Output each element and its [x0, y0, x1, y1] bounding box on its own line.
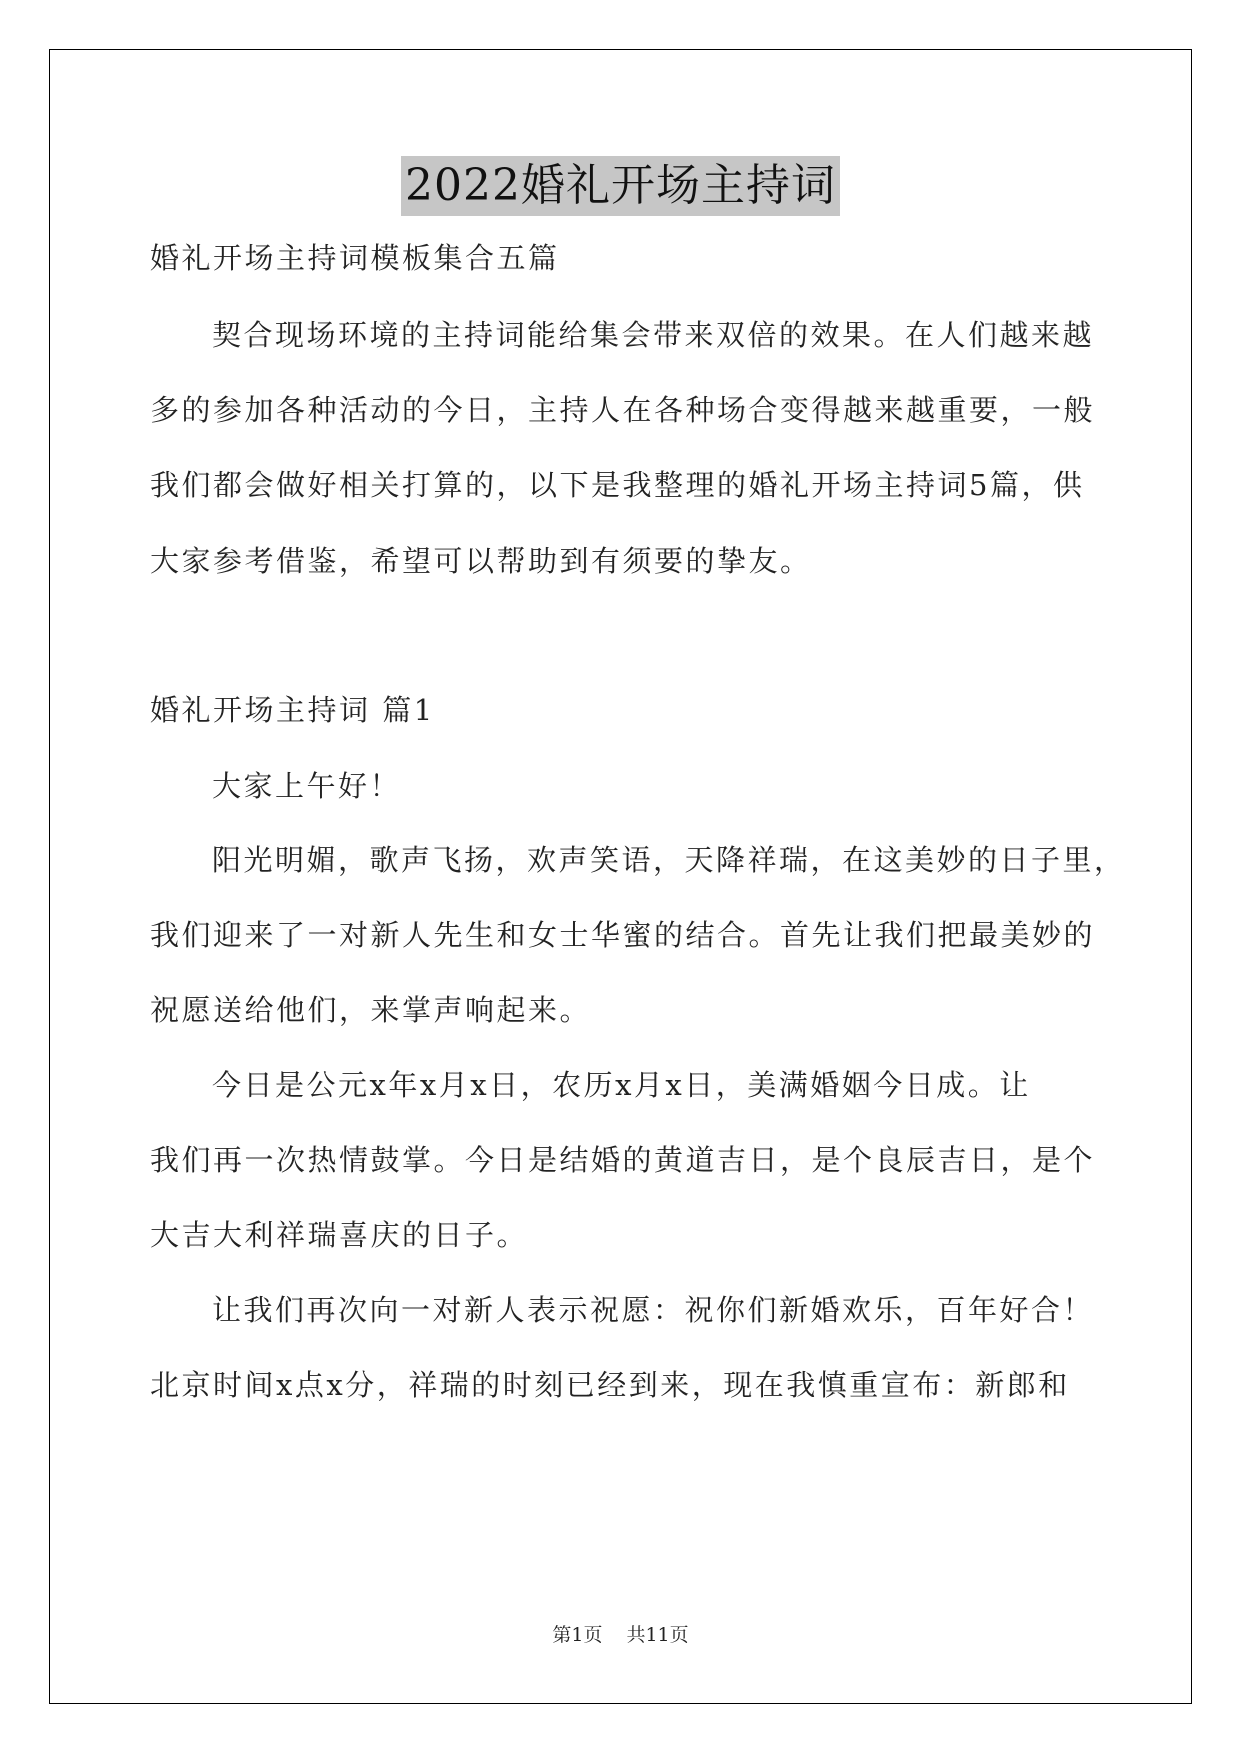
- paragraph-line: 让我们再次向一对新人表示祝愿：祝你们新婚欢乐，百年好合！: [212, 1293, 1095, 1327]
- paragraph-line: 今日是公元x年x月x日，农历x月x日，美满婚姻今日成。让: [212, 1068, 1031, 1102]
- page-footer: [0, 1620, 1241, 1647]
- subtitle-line: 婚礼开场主持词模板集合五篇: [150, 241, 560, 275]
- paragraph-line: 契合现场环境的主持词能给集会带来双倍的效果。在人们越来越: [212, 318, 1095, 352]
- paragraph-line: 大家上午好！: [212, 769, 402, 803]
- paragraph-line: 我们迎来了一对新人先生和女士华蜜的结合。首先让我们把最美妙的: [150, 918, 1096, 952]
- paragraph-line: 多的参加各种活动的今日，主持人在各种场合变得越来越重要，一般: [150, 393, 1096, 427]
- paragraph-line: 我们都会做好相关打算的，以下是我整理的婚礼开场主持词5篇，供: [150, 468, 1085, 502]
- document-title: 2022婚礼开场主持词: [401, 156, 840, 216]
- paragraph-line: 祝愿送给他们，来掌声响起来。: [150, 993, 592, 1027]
- paragraph-line: 我们再一次热情鼓掌。今日是结婚的黄道吉日，是个良辰吉日，是个: [150, 1143, 1096, 1177]
- page-total: 共11页: [626, 1624, 689, 1646]
- paragraph-line: 北京时间x点x分，祥瑞的时刻已经到来，现在我慎重宣布：新郎和: [150, 1368, 1070, 1402]
- paragraph-line: 大吉大利祥瑞喜庆的日子。: [150, 1218, 529, 1252]
- paragraph-line: 大家参考借鉴，希望可以帮助到有须要的挚友。: [150, 544, 812, 578]
- paragraph-line: 阳光明媚，歌声飞扬，欢声笑语，天降祥瑞，在这美妙的日子里，: [212, 843, 1126, 877]
- section-heading: 婚礼开场主持词 篇1: [150, 693, 435, 727]
- title-container: [0, 156, 1241, 216]
- page-number: 第1页: [552, 1624, 603, 1646]
